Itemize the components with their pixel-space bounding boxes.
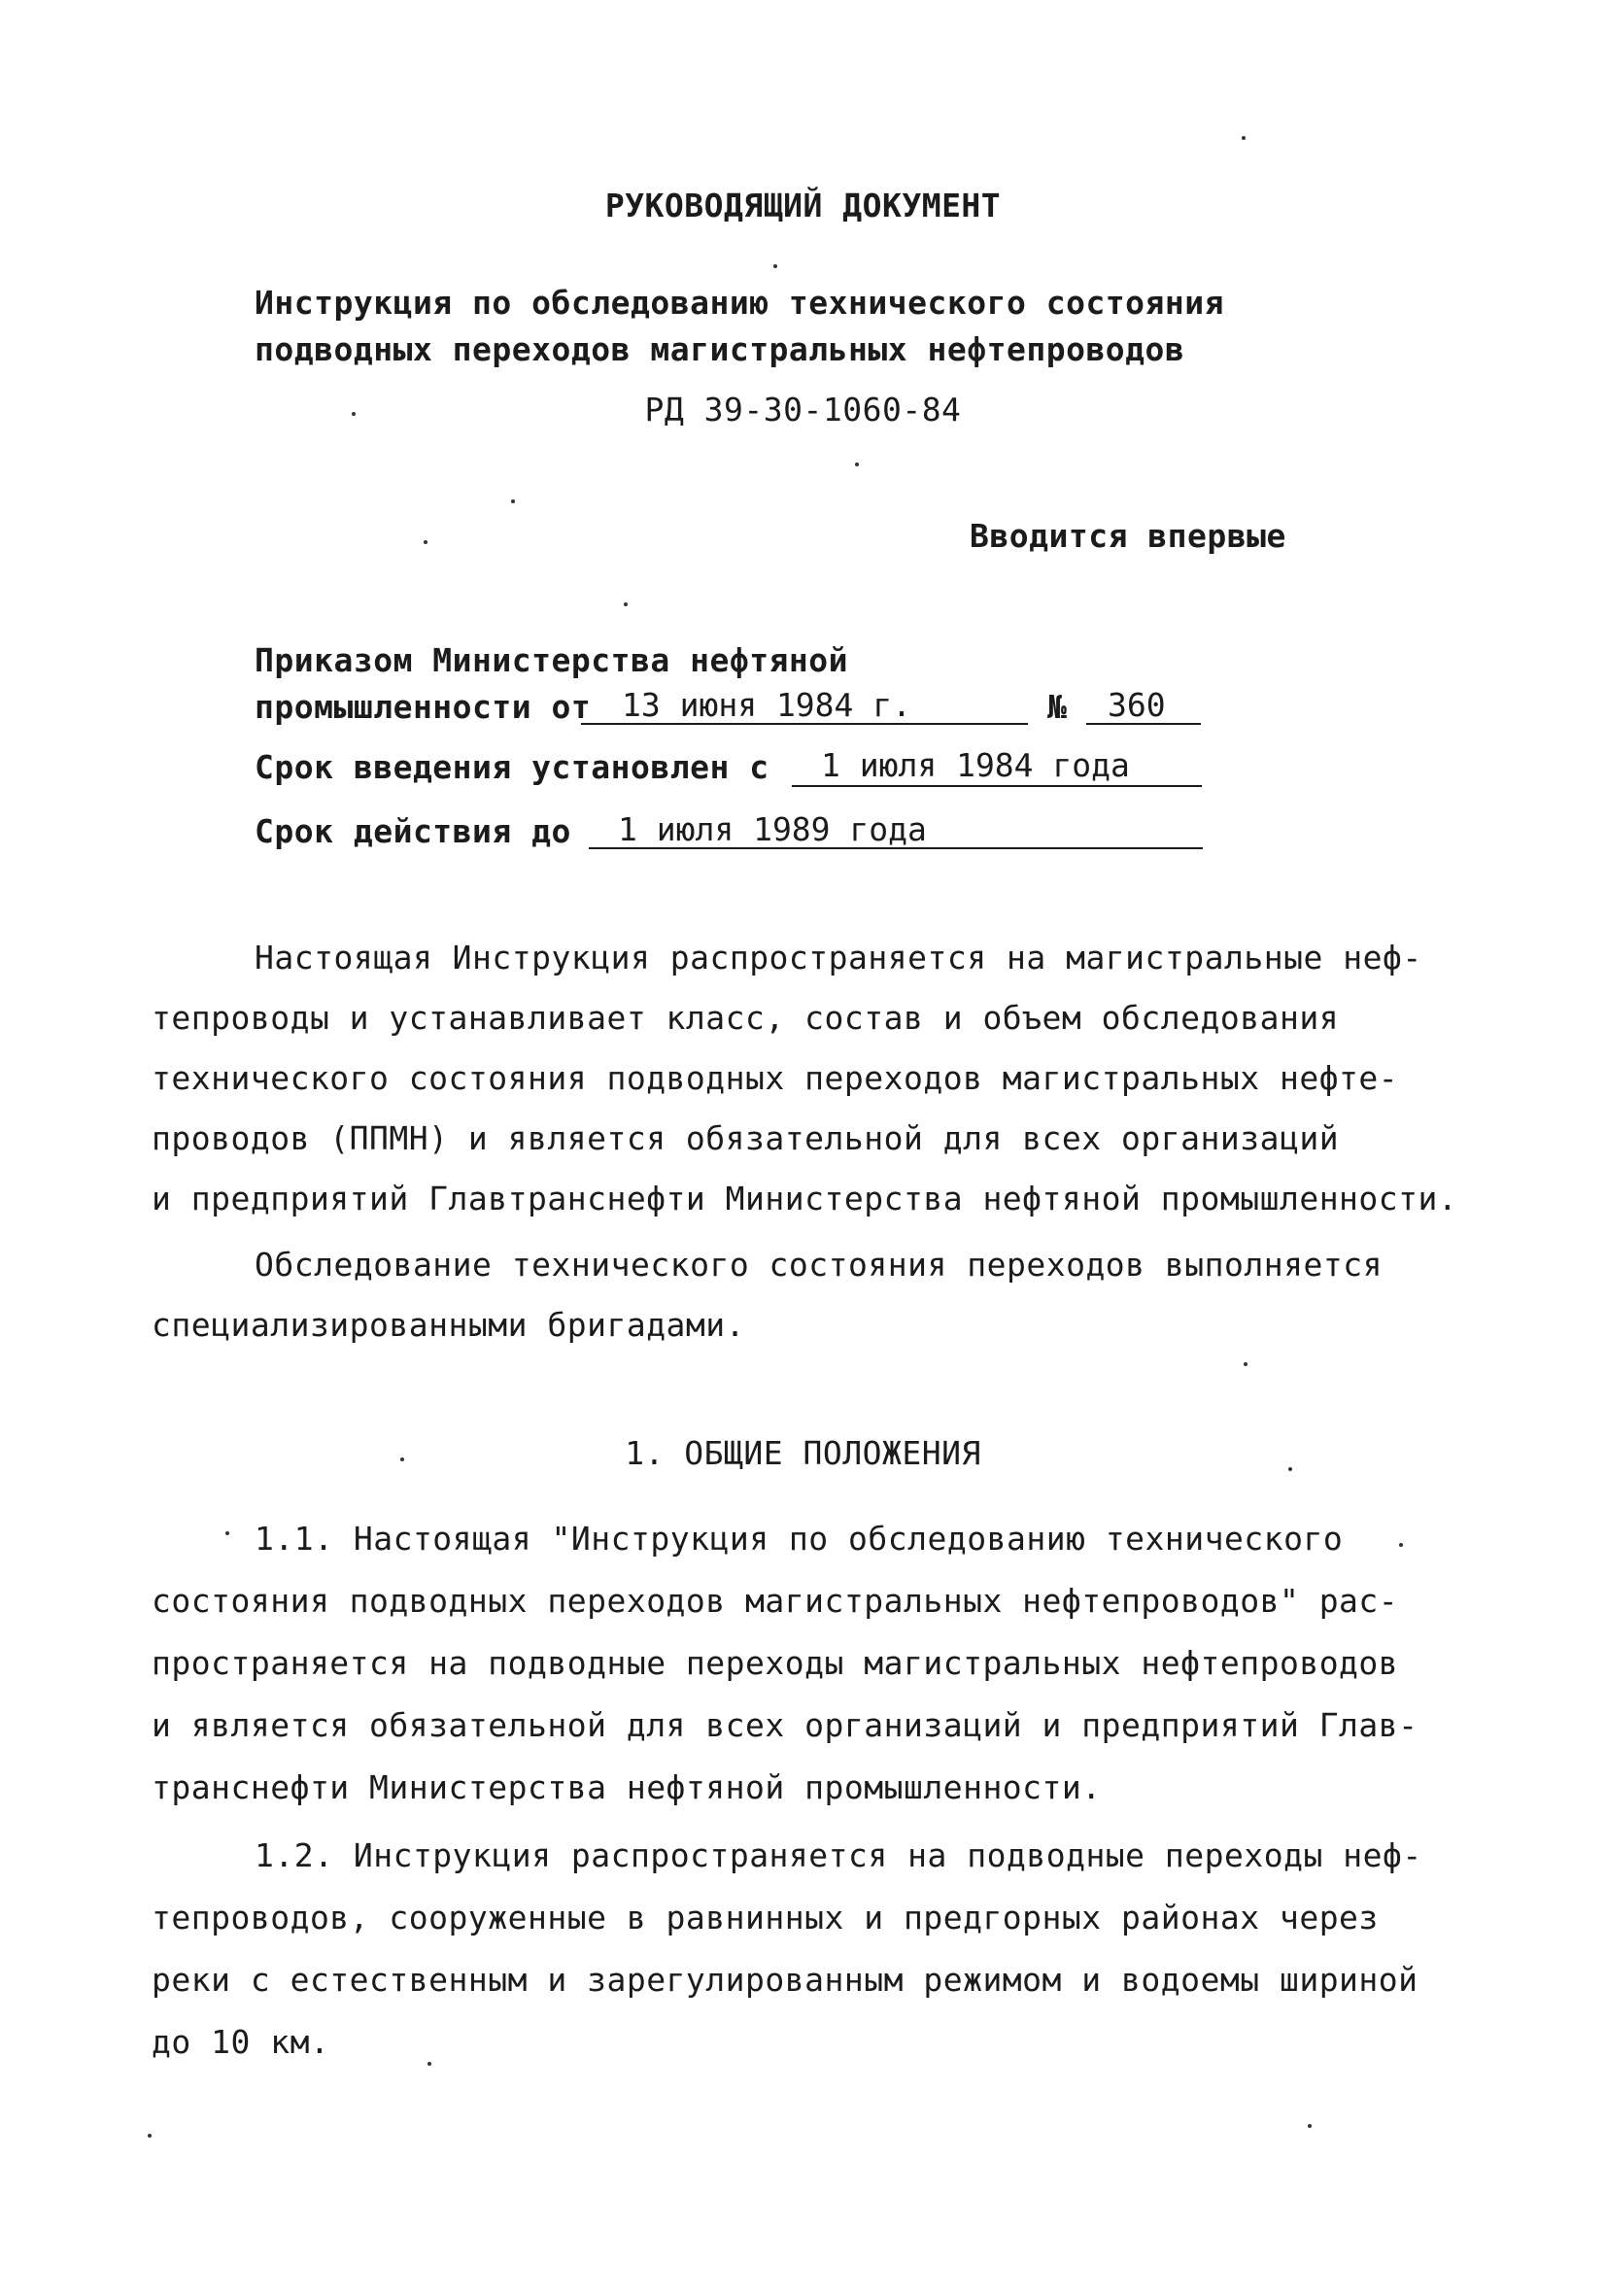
clause-1-1-line-5: транснефти Министерства нефтяной промышленности.: [152, 1768, 1102, 1806]
scan-speck: [511, 499, 515, 503]
scan-speck: [424, 540, 427, 544]
clause-1-2-line-4: до 10 км.: [152, 2023, 330, 2061]
clause-1-1-line-3: пространяется на подводные переходы магистральных нефтепроводов: [152, 1644, 1399, 1682]
intro-p2-line-2: специализированными бригадами.: [152, 1306, 746, 1344]
intro-p2-line-1: Обследование технического состояния переходов выполняется: [255, 1246, 1383, 1284]
validity-prefix: Срок действия до: [255, 812, 571, 850]
section-1-heading: 1. ОБЩИЕ ПОЛОЖЕНИЯ: [625, 1434, 981, 1472]
clause-1-1-line-4: и является обязательной для всех организаций и предприятий Глав-: [152, 1706, 1418, 1744]
clause-1-2-line-2: тепроводов, сооруженные в равнинных и предгорных районах через: [152, 1899, 1379, 1936]
clause-1-1-line-1: 1.1. Настоящая "Инструкция по обследованию технического: [255, 1520, 1344, 1558]
scan-speck: [624, 602, 628, 606]
effective-prefix: Срок введения установлен с: [255, 748, 769, 786]
clause-1-2-line-1: 1.2. Инструкция распространяется на подводные переходы неф-: [255, 1836, 1422, 1874]
scan-speck: [1399, 1543, 1403, 1547]
scan-speck: [148, 2134, 152, 2138]
order-line-2-prefix: промышленности от: [255, 688, 592, 726]
order-number-sign: №: [1047, 688, 1068, 726]
title-line-2: подводных переходов магистральных нефтепроводов: [255, 330, 1185, 368]
scan-speck: [427, 2062, 431, 2066]
intro-p1-line-2: тепроводы и устанавливает класс, состав и объем обследования: [152, 999, 1340, 1037]
scan-speck: [352, 412, 356, 416]
introduced-note: Вводится впервые: [970, 517, 1286, 555]
order-date: 13 июня 1984 г.: [622, 686, 912, 724]
order-number-underline: [1086, 723, 1201, 725]
intro-p1-line-1: Настоящая Инструкция распространяется на магистральные неф-: [255, 939, 1422, 977]
scan-speck: [1242, 136, 1246, 140]
scan-speck: [1308, 2124, 1312, 2128]
document-code: РД 39-30-1060-84: [644, 391, 962, 428]
effective-date-underline: [792, 785, 1202, 787]
scan-speck: [1244, 1362, 1247, 1366]
scan-speck: [773, 264, 777, 268]
scan-speck: [1288, 1467, 1292, 1471]
scan-speck: [225, 1531, 229, 1535]
intro-p1-line-5: и предприятий Главтранснефти Министерства нефтяной промышленности.: [152, 1180, 1458, 1217]
validity-date: 1 июля 1989 года: [618, 810, 927, 848]
title-line-1: Инструкция по обследованию технического состояния: [255, 284, 1225, 322]
order-line-1: Приказом Министерства нефтяной: [255, 641, 849, 679]
clause-1-1-line-2: состояния подводных переходов магистральных нефтепроводов" рас-: [152, 1582, 1399, 1620]
intro-p1-line-3: технического состояния подводных переходов магистральных нефте-: [152, 1059, 1399, 1097]
validity-date-underline: [589, 847, 1203, 849]
scan-speck: [855, 463, 859, 466]
order-date-underline: [581, 723, 1028, 725]
document-type-heading: РУКОВОДЯЩИЙ ДОКУМЕНТ: [604, 187, 1002, 224]
order-number: 360: [1108, 686, 1166, 724]
effective-date: 1 июля 1984 года: [821, 746, 1130, 784]
scan-speck: [400, 1457, 404, 1461]
intro-p1-line-4: проводов (ППМН) и является обязательной для всех организаций: [152, 1119, 1340, 1157]
clause-1-2-line-3: реки с естественным и зарегулированным режимом и водоемы шириной: [152, 1961, 1418, 1999]
